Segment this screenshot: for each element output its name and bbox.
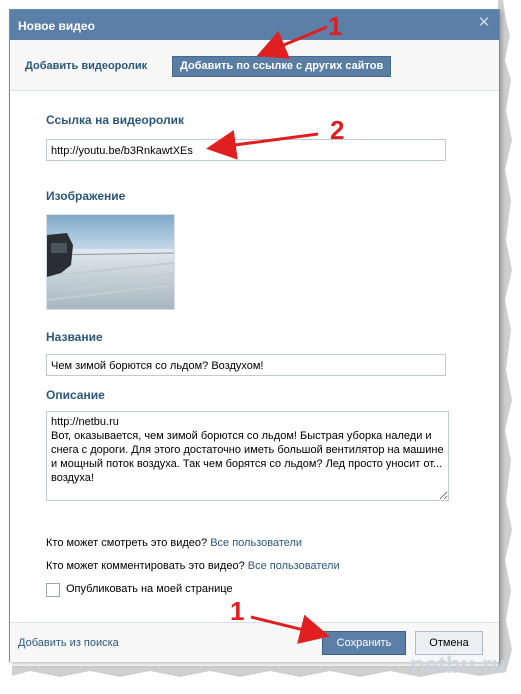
tabs-bar — [10, 40, 499, 91]
save-button[interactable]: Сохранить — [322, 631, 406, 655]
dialog-titlebar — [10, 10, 499, 40]
publish-label[interactable]: Опубликовать на моей странице — [66, 583, 233, 595]
video-name-input[interactable]: Чем зимой борются со льдом? Воздухом! — [46, 354, 446, 376]
privacy-view-label: Кто может смотреть это видео? — [46, 537, 208, 549]
tab-add-video[interactable]: Добавить видеоролик — [25, 60, 148, 72]
tab-add-by-link[interactable]: Добавить по ссылке с других сайтов — [172, 56, 391, 77]
privacy-comment-row — [46, 560, 340, 572]
publish-checkbox[interactable] — [46, 583, 60, 597]
video-thumbnail-image — [47, 215, 174, 309]
add-from-search-link[interactable]: Добавить из поиска — [18, 637, 119, 649]
annotation-step-2: 2 — [330, 115, 345, 145]
link-label: Ссылка на видеоролик — [46, 113, 185, 127]
image-label: Изображение — [46, 189, 126, 203]
video-thumbnail[interactable] — [46, 214, 175, 310]
privacy-comment-link[interactable]: Все пользователи — [247, 560, 340, 572]
new-video-dialog — [9, 9, 500, 662]
video-link-input[interactable]: http://youtu.be/b3RnkawtXEs — [46, 139, 446, 161]
dialog-title: Новое видео — [18, 19, 95, 33]
watermark: netbu.ru — [410, 652, 506, 679]
video-description-textarea[interactable]: http://netbu.ru Вот, оказывается, чем зимой борются со льдом! Быстрая уборка наледи и снега с дороги. Для этого достаточно иметь большой вентилятор на машине и мощный поток воздуха. Так чем борятся со льдом? Лед просто уносит от... воздуха! — [46, 411, 449, 501]
annotation-step-1-save: 1 — [230, 596, 245, 626]
close-icon[interactable]: ✕ — [477, 14, 491, 31]
cancel-button[interactable]: Отмена — [415, 631, 483, 655]
annotation-step-1-top: 1 — [328, 11, 343, 41]
privacy-view-row — [46, 537, 302, 549]
description-label: Описание — [46, 388, 105, 402]
privacy-comment-label: Кто может комментировать это видео? — [46, 560, 245, 572]
name-label: Название — [46, 330, 103, 344]
privacy-view-link[interactable]: Все пользователи — [210, 537, 303, 549]
